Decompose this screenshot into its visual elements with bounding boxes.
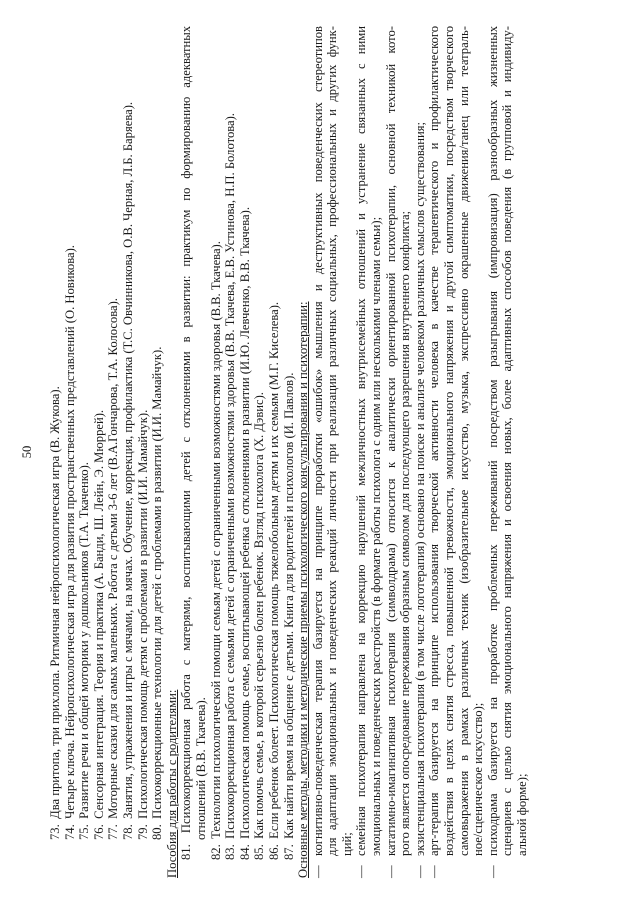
list-item [77, 26, 92, 878]
list-item-text: Развитие речи и общей моторики у дошкольников (Т.А. Ткаченко). [77, 462, 92, 819]
method-paragraph [354, 26, 383, 878]
dash-bullet: — [412, 865, 427, 878]
list-item-text: Моторные сказки для самых маленьких. Работа с детьми 3-6 лет (В.А.Гончарова, Т.А. Колосова). [106, 298, 121, 819]
paragraph-line: кататимно-имагинативная психотерапия (символдрама) относится к аналитически ориентированной психотерапии, основной техникой кото- [383, 26, 398, 856]
paragraph-line: экзистенциальная психотерапия (в том числе логотерапия) основано на поиске и анализе человеком различных смыслов существования; [412, 121, 427, 856]
list-item-text: Технологии психологической помощи семьям детей с ограниченными возможностями здоровья (В.В. Ткачева). [208, 241, 223, 839]
list-item [252, 26, 267, 878]
list-item [267, 26, 282, 878]
methods-list [311, 26, 530, 878]
paragraph-line: ций; [339, 832, 354, 856]
paragraph-line: семейная психотерапия направлена на коррекцию нарушений межличностных внутрисемейных отношений и устранение связанных с ними [354, 26, 369, 856]
paragraph-line: для адаптации эмоциональных и поведенческих реакций личности при реализации различных социальных, профессиональных и других функ- [325, 26, 340, 856]
dash-bullet: — [485, 865, 500, 878]
dash-bullet: — [354, 865, 369, 878]
list-item-number: 78. [120, 824, 135, 840]
list-item-number: 82. [208, 844, 223, 860]
list-item [223, 26, 238, 878]
paragraph-line: самовыражения в рамках различных техник (изобразительное искусство, музыка, экспрессивно окрашенные движения/танец или театраль- [456, 26, 471, 856]
paragraph-line: когнитивно-поведенческая терапия базируется на принципе проработки «ошибок» мышления и деструктивных поведенческих стереотипов [310, 26, 325, 856]
list-item-number: 84. [237, 844, 252, 860]
list-item-text: Психокоррекционные технологии для детей с проблемами в развитии (И.И. Мамайчук). [150, 346, 165, 819]
list-item-number: 83. [223, 844, 238, 860]
list-item-number: 77. [106, 824, 121, 840]
list-item [209, 26, 224, 878]
list-item-text: Психологическая помощь семье, воспитывающей ребенка с отклонениями в развитии (И.Ю. Левченко, В.В. Ткачева). [237, 207, 252, 839]
dash-bullet: — [383, 865, 398, 878]
paragraph-line: рого является опосредование переживания образным символом для последующего разрешения внутреннего конфликта; [398, 210, 413, 856]
list-item [238, 26, 253, 878]
list-item-number: 79. [135, 824, 150, 840]
reference-list-b [209, 26, 297, 878]
list-item-text: Если ребенок болеет. Психологическая помощь тяжелобольным детям и их семьям (М.Г. Киселева). [266, 301, 281, 839]
parents-heading: Пособия для работы с родителями: [164, 689, 179, 878]
list-item-number: 75. [77, 824, 92, 840]
paragraph-line: эмоциональных и поведенческих расстройств (в формате работы психолога с одним или несколькими членами семьи); [369, 216, 384, 856]
dash-bullet: — [310, 865, 325, 878]
list-item [136, 26, 151, 878]
methods-heading: Основные методы, методики и методические приемы психологического консультирования и психотерапии: [296, 301, 311, 878]
list-item-text: Как помочь семье, в которой серьезно болен ребенок. Взгляд психолога (Х. Дэвис). [252, 392, 267, 839]
list-item [106, 26, 121, 878]
list-item [282, 26, 297, 878]
method-paragraph [486, 26, 530, 878]
list-item-number: 80. [150, 824, 165, 840]
list-item [48, 26, 63, 878]
list-item-81-line-1: 81. Психокоррекционная работа с матерями, воспитывающими детей с отклонениями в развитии: практикум по формированию адекватных [179, 26, 194, 860]
list-item-81-line-2: отношений (В.В. Ткачева). [193, 697, 208, 840]
dash-bullet: — [427, 865, 442, 878]
list-item-number: 86. [266, 844, 281, 860]
method-paragraph [311, 26, 355, 878]
method-paragraph [384, 26, 413, 878]
list-item [92, 26, 107, 878]
list-item-text: Сенсорная интеграция. Теория и практика (А. Банди, Ш. Лейн, Э. Мюррей). [91, 409, 106, 819]
list-item-text: Психологическая помощь детям с проблемами в развитии (И.И. Мамайчук). [135, 409, 150, 819]
list-item-text: Психокоррекционная работа с семьями детей с ограниченными возможностями здоровья (В.В. Ткачева, Е.В. Устинова, Н.П. Болотова). [223, 113, 238, 839]
paragraph-line: альной форме); [515, 773, 529, 856]
paragraph-line: арт-терапия базируется на принципе использования творческой активности человека в качестве терапевтического и профилактического [427, 26, 442, 856]
list-item-number: 73. [48, 824, 62, 840]
reference-list-a [48, 26, 165, 878]
paragraph-line: сценариев с целью снятия эмоционального напряжения и освоения новых, более адаптивных способов поведения (в групповой и индивиду- [500, 26, 515, 856]
list-item-number: 87. [281, 844, 296, 860]
list-item-text: Как найти время на общение с детьми. Книга для родителей и психологов (И. Павлов). [281, 372, 296, 839]
paragraph-line: воздействия в целях снятия стресса, повышенной тревожности, эмоционального напряжения и другой симптоматики, посредством творческого [442, 26, 457, 856]
rotated-document-page [18, 26, 618, 878]
list-item-text: Занятия, упражнения и игры с мячами, на мячах. Обучение, коррекция, профилактика (Т.С. Овчинникова, О.В. Черная, Л.Б. Баряева). [120, 101, 135, 819]
page-number: 50 [20, 445, 34, 459]
list-item [121, 26, 136, 878]
list-item-text: Два притопа, три прихлопа. Ритмичная нейропсихологическая игра (В. Жукова). [48, 386, 62, 819]
page-content [48, 26, 530, 878]
list-item-number: 85. [252, 844, 267, 860]
list-item [150, 26, 165, 878]
method-paragraph [413, 26, 428, 878]
list-item-number: 74. [62, 824, 77, 840]
paragraph-line: психодрама базируется на проработке проблемных переживаний посредством разыгрывания (импровизация) разнообразных жизненных [485, 26, 500, 856]
paragraph-line: ное/сценическое искусство); [471, 702, 486, 856]
method-paragraph [427, 26, 485, 878]
list-item-number: 76. [91, 824, 106, 840]
list-item [63, 26, 78, 878]
list-item-text: Четыре ключа. Нейропсихологическая игра для развития пространственных представлений (О. Новикова). [62, 245, 77, 819]
